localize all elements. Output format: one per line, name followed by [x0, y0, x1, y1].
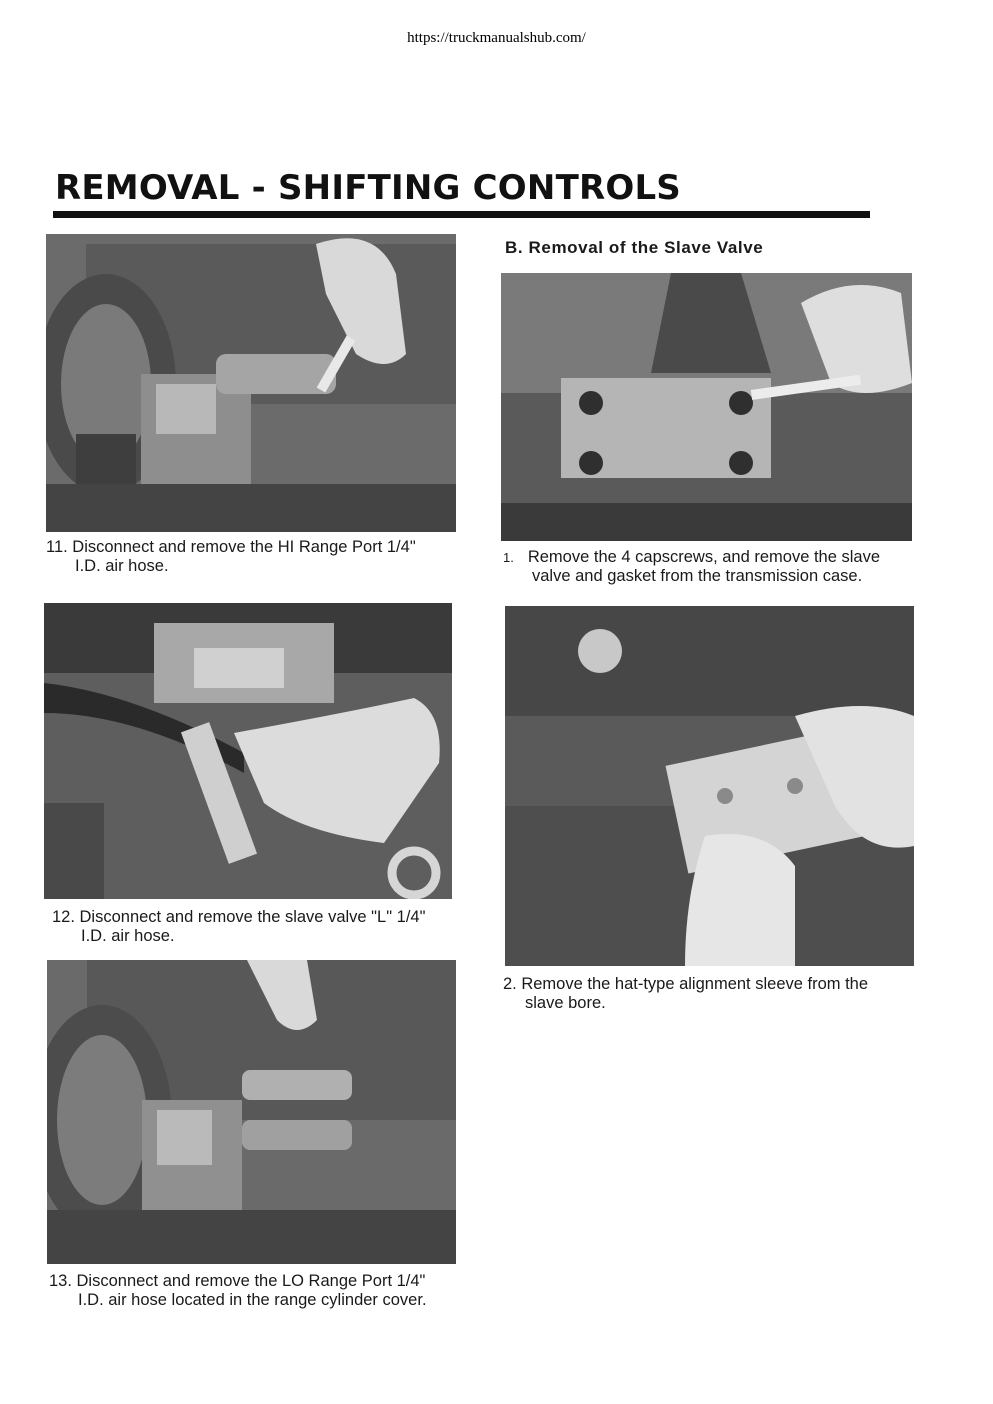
photo-lo-range-port-hose [47, 960, 456, 1264]
step-11-line2: I.D. air hose. [75, 557, 169, 575]
step-b2-line1: 2. Remove the hat-type alignment sleeve from the [503, 975, 869, 993]
step-b2-caption [503, 975, 868, 1013]
step-13-caption [49, 1272, 427, 1310]
photo-slave-valve-l-hose [44, 603, 452, 899]
page-title: REMOVAL - SHIFTING CONTROLS [55, 168, 681, 208]
source-url[interactable]: https://truckmanualshub.com/ [407, 30, 586, 46]
photo-hi-range-port-hose [46, 234, 456, 532]
section-b-heading: B. Removal of the Slave Valve [505, 238, 764, 257]
step-11-line1: 11. Disconnect and remove the HI Range Port 1/4" [46, 538, 416, 556]
step-b1-line2: valve and gasket from the transmission case. [532, 567, 863, 585]
step-11-caption [46, 538, 416, 576]
step-13-line2: I.D. air hose located in the range cylinder cover. [78, 1291, 427, 1309]
step-12-caption [52, 908, 425, 946]
photo-slave-valve-capscrews [501, 273, 912, 541]
title-rule [53, 211, 870, 218]
photo-alignment-sleeve [505, 606, 914, 966]
step-b1-line1: Remove the 4 capscrews, and remove the slave [527, 548, 881, 566]
step-b1-num: 1. [503, 550, 514, 565]
step-13-line1: 13. Disconnect and remove the LO Range Port 1/4" [49, 1272, 426, 1290]
step-b2-line2: slave bore. [525, 994, 606, 1012]
step-12-line1: 12. Disconnect and remove the slave valve "L" 1/4" [52, 908, 426, 926]
step-b1-caption [503, 548, 880, 586]
step-12-line2: I.D. air hose. [81, 927, 175, 945]
